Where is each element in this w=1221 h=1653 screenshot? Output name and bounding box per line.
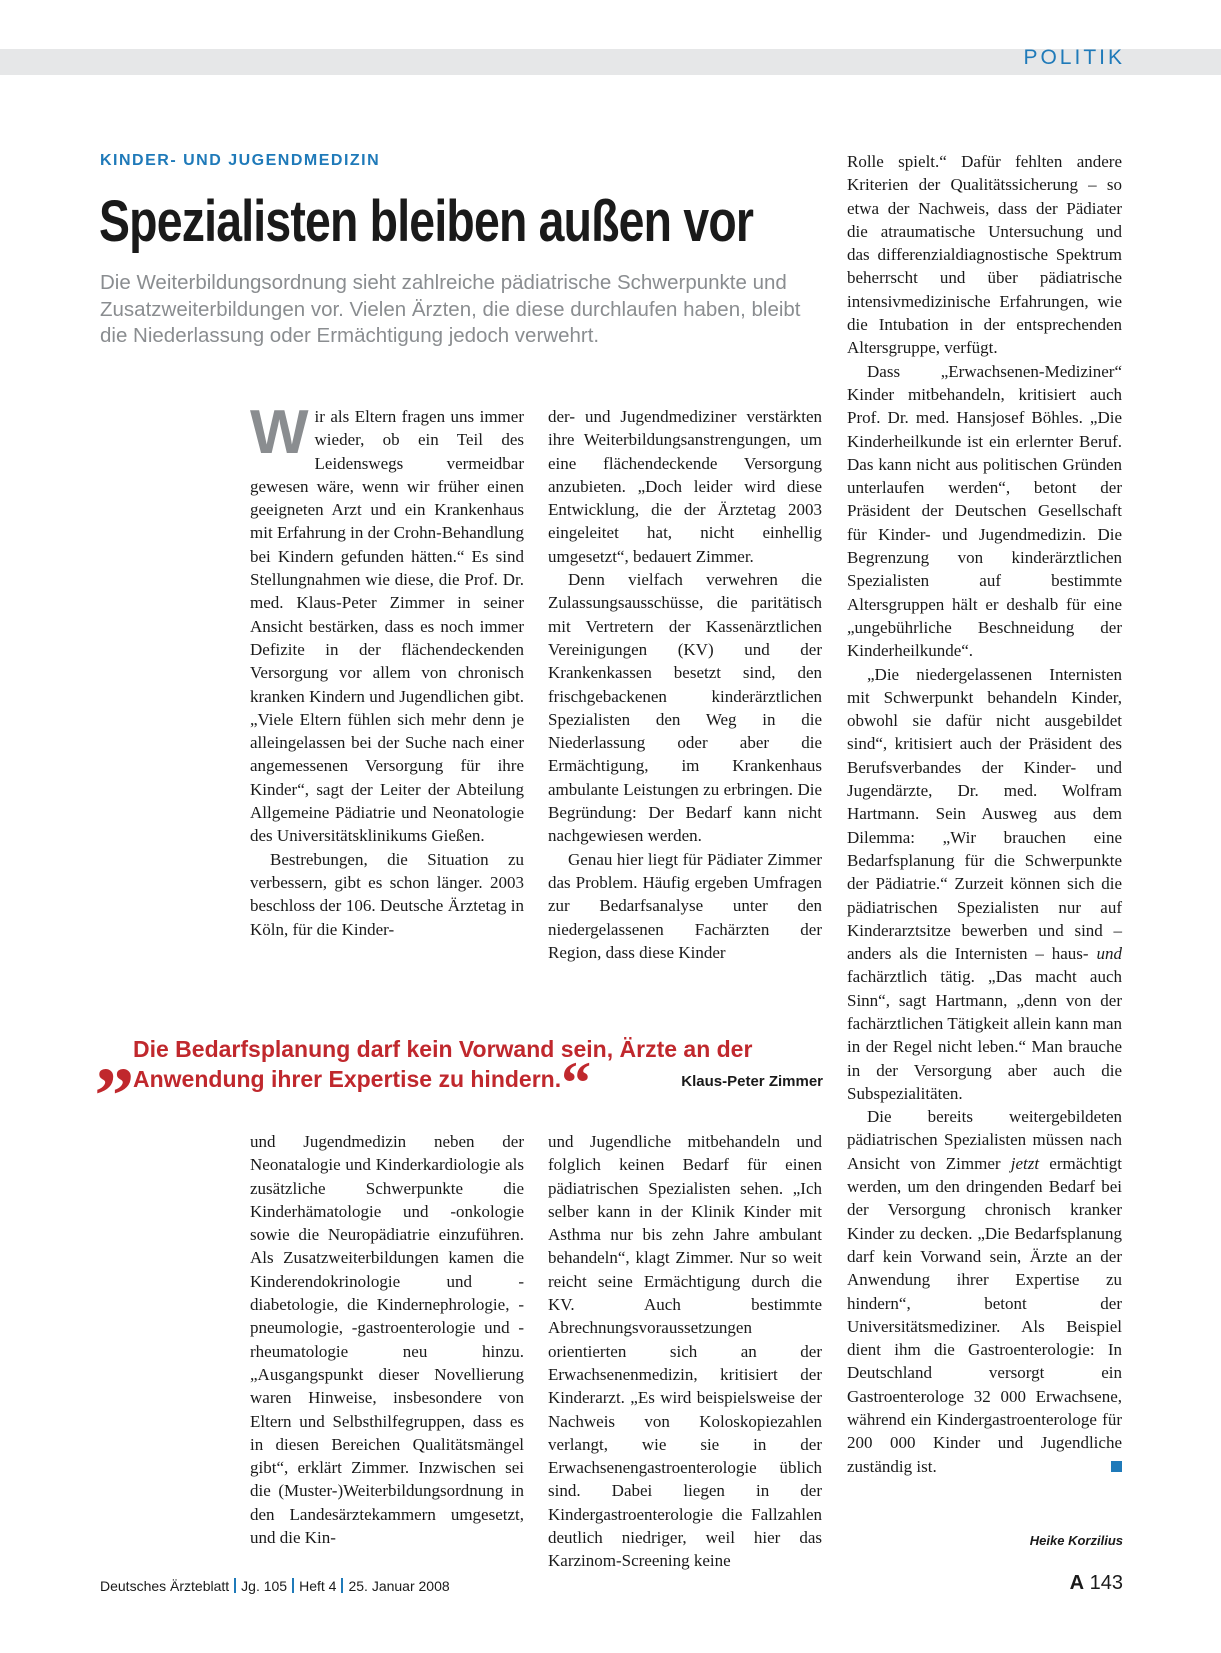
quote-close-mark: “ xyxy=(561,1050,592,1116)
paragraph-text: fachärztlich tätig. „Das macht auch Sinn“, sagt Hartmann, „denn von der fachärztlichen Tätigkeit allein kann man in der Regel nicht leben.“ Man brauche in der Versorgung aber auch die Subspezialitäten. xyxy=(847,967,1122,1103)
paragraph: Rolle spielt.“ Dafür fehlten andere Kriterien der Qualitätssicherung – so etwa der Nachweis, dass der Pädiater die atraumatische Untersuchung und das differenzialdiagnostische Spektrum beherrscht und über pädiatrische intensivmedizinische Erfahrungen, wie die Intubation in der entsprechenden Altersgruppe, verfügt. xyxy=(847,152,1122,358)
end-of-article-mark xyxy=(1111,1461,1122,1472)
article-lead: Die Weiterbildungsordnung sieht zahlreiche pädiatrische Schwerpunkte und Zusatzweiterbildungen vor. Vielen Ärzten, die diese durchlaufen haben, bleibt die Niederlassung oder Ermächtigung jedoch verwehrt. xyxy=(100,271,801,347)
separator xyxy=(234,1578,236,1593)
paragraph: Denn vielfach verwehren die Zulassungsausschüsse, die paritätisch mit Vertretern der Kassenärztlichen Vereinigungen (KV) und der Krankenkassen besetzt sind, den frischgebackenen kinderärztlichen Spezialisten den Weg in die Niederlassung oder aber die Ermächtigung, im Krankenhaus ambulante Leistungen zu erbringen. Die Begründung: Der Bedarf kann nicht nachgewiesen werden. xyxy=(548,570,822,846)
paragraph xyxy=(250,398,524,848)
issue: Heft 4 xyxy=(299,1578,337,1594)
article-headline: Spezialisten bleiben außen vor xyxy=(99,189,754,254)
paragraph: Genau hier liegt für Pädiater Zimmer das Problem. Häufig ergeben Umfragen zur Bedarfsanalyse unter den niedergelassenen Fachärzten der Region, dass diese Kinder xyxy=(548,849,822,962)
paragraph: der- und Jugendmediziner verstärkten ihre Weiterbildungsanstrengungen, um eine flächendeckende Versorgung anzubieten. „Doch leider wird diese Entwicklung, die der Ärztetag 2003 eingeleitet hat, nicht einhellig umgesetzt“, bedauert Zimmer. xyxy=(548,407,822,566)
footer-citation xyxy=(100,1578,450,1594)
article-kicker: KINDER- UND JUGENDMEDIZIN xyxy=(100,152,381,169)
pull-quote-text: Die Bedarfsplanung darf kein Vorwand sein, Ärzte an der Anwendung ihrer Expertise zu hindern. xyxy=(133,1036,753,1092)
paragraph-text: ermächtigt werden, um den dringenden Bedarf bei der Versorgung chronisch kranker Kinder zu decken. „Die Bedarfsplanung darf kein Vorwand sein, Ärzte an der Anwendung ihrer Expertise zu hindern“, betont der Universitätsmediziner. Als Beispiel dient ihm die Gastroenterologie: In Deutschland versorgt ein Gastroenterologe 32 000 Erwachsene, während ein Kindergastroenterologe für 200 000 Kinder und Jugendliche zuständig ist. xyxy=(847,1153,1122,1476)
emphasis: jetzt xyxy=(1010,1153,1040,1173)
paragraph: Dass „Erwachsenen-Mediziner“ Kinder mitbehandeln, kritisiert auch Prof. Dr. med. Hansjosef Böhles. „Die Kinderheilkunde ist ein erlernter Beruf. Das kann nicht aus politischen Gründen unterlaufen werden“, betont der Präsident der Deutschen Gesellschaft für Kinder- und Jugendmedizin. Die Begrenzung von kinderärztlichen Spezialisten auf bestimmte Altersgruppen hält er deshalb für eine „ungebührliche Beschneidung der Kinderheilkunde“. xyxy=(847,361,1122,661)
paragraph: Bestrebungen, die Situation zu verbessern, gibt es schon länger. 2003 beschloss der 106. Deutsche Ärztetag in Köln, für die Kinder- xyxy=(250,849,524,939)
journal-name: Deutsches Ärzteblatt xyxy=(100,1578,230,1594)
paragraph xyxy=(847,663,1122,1106)
quote-open-mark: „ xyxy=(95,1011,135,1099)
column-3 xyxy=(847,150,1122,1478)
separator xyxy=(292,1578,294,1593)
separator xyxy=(341,1578,343,1593)
page-number-value: 143 xyxy=(1089,1572,1123,1594)
issue-date: 25. Januar 2008 xyxy=(348,1578,450,1594)
page-prefix: A xyxy=(1069,1572,1085,1594)
paragraph-text: Die bereits weitergebildeten pädiatrischen Spezialisten müssen nach Ansicht von Zimmer xyxy=(847,1107,1122,1173)
section-label: POLITIK xyxy=(1023,46,1125,69)
drop-cap: W xyxy=(250,398,309,467)
paragraph xyxy=(847,1105,1122,1478)
column-2-bottom xyxy=(548,1130,822,1573)
page-number xyxy=(1070,1572,1123,1595)
paragraph: und Jugendmedizin neben der Neonatalogie und Kinderkardiologie als zusätzliche Schwerpunkte die Kinderhämatologie und -onkologie sowie die Neuropädiatrie einzuführen. Als Zusatzweiterbildungen kamen die Kinderendokrinologie und -diabetologie, die Kindernephrologie, -pneumologie, -gastroenterologie und -rheumatologie neu hinzu. „Ausgangspunkt dieser Novellierung waren Hinweise, insbesondere von Eltern und Selbsthilfegruppen, dass es in diesen Bereichen Qualitätsmängel gibt“, erklärt Zimmer. Inzwischen sei die (Muster-)Weiterbildungsordnung in den Landesärztekammern umgesetzt, und die Kin- xyxy=(250,1132,524,1548)
emphasis: und xyxy=(1096,944,1122,964)
paragraph-text: ir als Eltern fragen uns immer wieder, ob ein Teil des Leidenswegs vermeidbar gewesen wäre, wenn wir früher einen geeigneten Arzt und ein Krankenhaus mit Erfahrung in der Crohn-Behandlung bei Kindern gefunden hätten.“ Es sind Stellungnahmen wie diese, die Prof. Dr. med. Klaus-Peter Zimmer in seiner Ansicht bestärken, dass es noch immer Defizite in der flächendeckenden Versorgung vor allem von chronisch kranken Kindern und Jugendlichen gibt. „Viele Eltern fühlen sich mehr denn je alleingelassen bei der Suche nach einer angemessenen Versorgung für ihre Kinder“, sagt der Leiter der Abteilung Allgemeine Pädiatrie und Neonatologie des Universitätsklinikums Gießen. xyxy=(250,407,524,846)
volume: Jg. 105 xyxy=(241,1578,288,1594)
column-1-bottom xyxy=(250,1130,524,1549)
column-1-top xyxy=(250,398,524,941)
author-byline: Heike Korzilius xyxy=(1029,1533,1123,1548)
paragraph-text: „Die niedergelassenen Internisten mit Schwerpunkt behandeln Kinder, obwohl sie dafür nicht ausgebildet sind“, kritisiert auch der Präsident des Berufsverbandes der Kinder- und Jugendärzte, Dr. med. Wolfram Hartmann. Sein Ausweg aus dem Dilemma: „Wir brauchen eine Bedarfsplanung für die Schwerpunkte der Pädiatrie.“ Zurzeit können sich die pädiatrischen Spezialisten nur auf Kinderarztsitze bewerben und sind – anders als die Internisten – haus- xyxy=(847,664,1122,964)
paragraph: und Jugendliche mitbehandeln und folglich keinen Bedarf für einen pädiatrischen Spezialisten sehen. „Ich selber kann in der Klinik Kinder mit Asthma nur bis zehn Jahre ambulant behandeln“, klagt Zimmer. Nur so weit reicht seine Ermächtigung durch die KV. Auch bestimmte Abrechnungsvoraussetzungen orientierten sich an der Erwachsenenmedizin, kritisiert der Kinderarzt. „Es wird beispielsweise der Nachweis von Koloskopiezahlen verlangt, wie sie in der Erwachsenengastroenterologie üblich sind. Dabei liegen in der Kindergastroenterologie die Fallzahlen deutlich niedriger, weil hier das Karzinom-Screening keine xyxy=(548,1132,822,1571)
pull-quote-author: Klaus-Peter Zimmer xyxy=(681,1073,823,1090)
column-2-top xyxy=(548,405,822,964)
